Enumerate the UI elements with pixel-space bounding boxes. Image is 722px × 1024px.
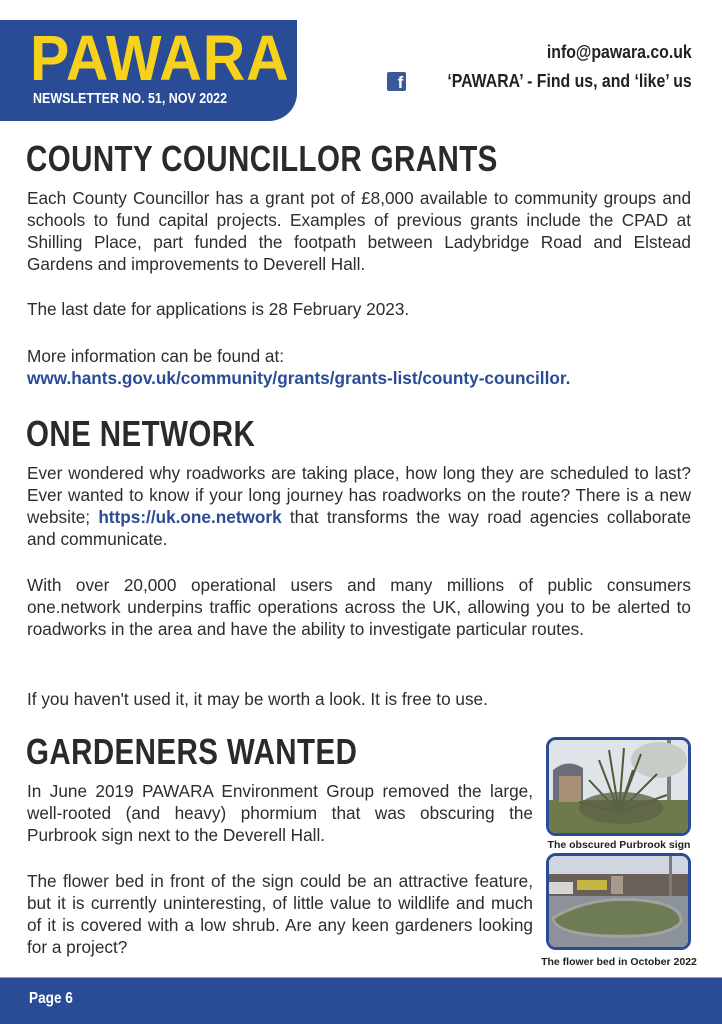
gardeners-paragraph-1: In June 2019 PAWARA Environment Group removed the large, well-rooted (and heavy) phormium that was obscuring the Purbrook sign next to the Deverell Hall. [27,781,533,845]
page-number: Page 6 [29,990,73,1007]
contact-info [387,42,692,92]
phormium-photo-illustration [549,740,688,833]
network-paragraph-1-end: that transforms the way road agencies collaborate and communicate. [27,507,692,549]
masthead [0,20,297,121]
facebook-text: ‘PAWARA’ - Find us, and ‘like’ us [447,71,692,91]
photo-flower-bed [546,853,691,950]
grants-paragraph-3: More information can be found at: [27,346,285,366]
contact-email[interactable]: info@pawara.co.uk [547,42,692,62]
section-title-network: ONE NETWORK [26,413,256,454]
grants-paragraph-2: The last date for applications is 28 February 2023. [27,299,410,319]
network-paragraph-1-start: Ever wondered why roadworks are taking place, how long they are scheduled to last? Ever wanted to know if your long journey has roadworks on the route? There is a new website; [27,463,691,527]
facebook-link[interactable] [387,71,692,92]
page-footer [0,977,722,1024]
flower-bed-photo-illustration [549,856,688,947]
network-paragraph-2: With over 20,000 operational users and many millions of public consumers one.network underpins traffic operations across the UK, allowing you to be alerted to roadworks in the area and have the ability to investigate particular routes. [27,575,691,639]
section-title-gardeners: GARDENERS WANTED [26,731,358,772]
photo-caption-1: The obscured Purbrook sign [547,839,691,851]
facebook-icon: f [387,72,406,91]
network-paragraph-3: If you haven't used it, it may be worth a look. It is free to use. [27,689,488,709]
section-title-grants: COUNTY COUNCILLOR GRANTS [26,138,498,179]
photo-caption-2: The flower bed in October 2022 [541,956,697,968]
newsletter-title: PAWARA [30,22,290,94]
grants-link[interactable]: www.hants.gov.uk/community/grants/grants-list/county-councillor. [27,368,571,388]
grants-paragraph-1: Each County Councillor has a grant pot of £8,000 available to community groups and schools to fund capital projects. Examples of previous grants include the CPAD at Shilling Place, part funded the footpath between Ladybridge Road and Elstead Gardens and improvements to Deverell Hall. [27,188,691,274]
network-paragraph-1 [27,462,691,550]
one-network-link[interactable]: https://uk.one.network [98,507,282,527]
gardeners-paragraph-2: The flower bed in front of the sign could be an attractive feature, but it is currently uninteresting, of little value to wildlife and much of it is covered with a low shrub. Are any keen gardeners looking for a project? [27,871,533,957]
newsletter-issue: NEWSLETTER NO. 51, NOV 2022 [33,91,228,107]
photo-obscured-sign [546,737,691,836]
